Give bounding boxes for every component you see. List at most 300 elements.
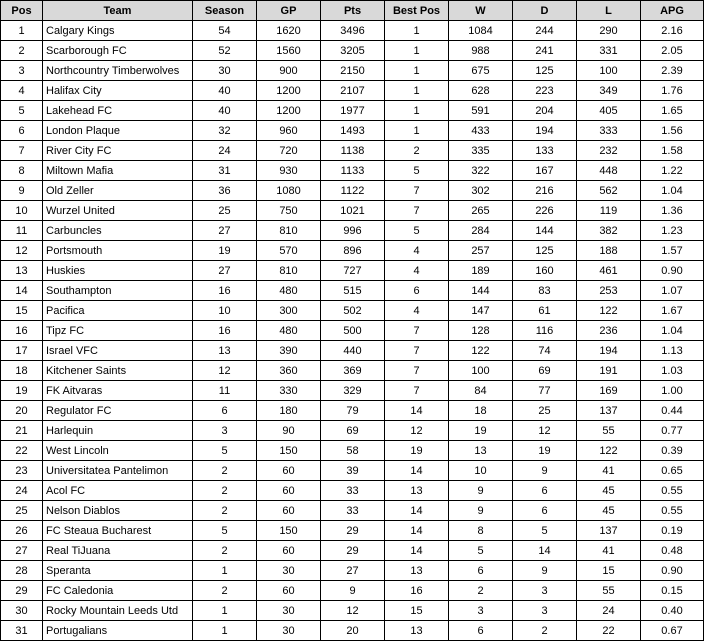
cell-losses: 100 [577, 61, 641, 81]
cell-team: Speranta [43, 561, 193, 581]
cell-pos: 29 [1, 581, 43, 601]
table-row [1, 301, 704, 321]
table-row [1, 241, 704, 261]
cell-losses: 45 [577, 501, 641, 521]
cell-draws: 6 [513, 481, 577, 501]
cell-pts: 1493 [321, 121, 385, 141]
cell-best-pos: 7 [385, 381, 449, 401]
cell-pts: 896 [321, 241, 385, 261]
cell-season: 32 [193, 121, 257, 141]
cell-best-pos: 4 [385, 261, 449, 281]
cell-apg: 0.40 [641, 601, 704, 621]
cell-gp: 30 [257, 561, 321, 581]
cell-pos: 2 [1, 41, 43, 61]
header-gp: GP [257, 1, 321, 21]
cell-draws: 12 [513, 421, 577, 441]
table-row [1, 161, 704, 181]
cell-season: 52 [193, 41, 257, 61]
cell-losses: 290 [577, 21, 641, 41]
table-row [1, 621, 704, 641]
cell-draws: 116 [513, 321, 577, 341]
cell-apg: 1.00 [641, 381, 704, 401]
cell-pos: 21 [1, 421, 43, 441]
table-row [1, 481, 704, 501]
cell-apg: 0.67 [641, 621, 704, 641]
cell-team: Lakehead FC [43, 101, 193, 121]
header-apg: APG [641, 1, 704, 21]
cell-team: Regulator FC [43, 401, 193, 421]
table-row [1, 281, 704, 301]
table-row [1, 381, 704, 401]
cell-team: FK Aitvaras [43, 381, 193, 401]
cell-team: Rocky Mountain Leeds Utd [43, 601, 193, 621]
cell-pts: 502 [321, 301, 385, 321]
cell-team: Nelson Diablos [43, 501, 193, 521]
cell-pos: 19 [1, 381, 43, 401]
cell-apg: 2.05 [641, 41, 704, 61]
cell-losses: 405 [577, 101, 641, 121]
cell-gp: 480 [257, 321, 321, 341]
table-header [1, 1, 704, 21]
cell-pos: 26 [1, 521, 43, 541]
cell-draws: 14 [513, 541, 577, 561]
cell-apg: 0.19 [641, 521, 704, 541]
cell-season: 54 [193, 21, 257, 41]
cell-season: 16 [193, 281, 257, 301]
header-pts: Pts [321, 1, 385, 21]
cell-gp: 60 [257, 501, 321, 521]
cell-pos: 18 [1, 361, 43, 381]
cell-apg: 0.77 [641, 421, 704, 441]
cell-wins: 9 [449, 481, 513, 501]
cell-draws: 3 [513, 601, 577, 621]
cell-season: 12 [193, 361, 257, 381]
cell-team: Harlequin [43, 421, 193, 441]
header-losses: L [577, 1, 641, 21]
table-row [1, 121, 704, 141]
cell-best-pos: 1 [385, 121, 449, 141]
cell-best-pos: 7 [385, 201, 449, 221]
cell-draws: 69 [513, 361, 577, 381]
cell-pos: 7 [1, 141, 43, 161]
cell-team: West Lincoln [43, 441, 193, 461]
cell-season: 19 [193, 241, 257, 261]
cell-apg: 0.44 [641, 401, 704, 421]
cell-best-pos: 1 [385, 81, 449, 101]
cell-gp: 300 [257, 301, 321, 321]
cell-wins: 1084 [449, 21, 513, 41]
cell-apg: 1.58 [641, 141, 704, 161]
cell-apg: 1.22 [641, 161, 704, 181]
cell-gp: 810 [257, 261, 321, 281]
cell-team: Israel VFC [43, 341, 193, 361]
cell-team: Scarborough FC [43, 41, 193, 61]
cell-best-pos: 7 [385, 341, 449, 361]
cell-pos: 25 [1, 501, 43, 521]
cell-gp: 1200 [257, 81, 321, 101]
cell-pts: 39 [321, 461, 385, 481]
cell-pos: 31 [1, 621, 43, 641]
cell-pos: 8 [1, 161, 43, 181]
cell-wins: 9 [449, 501, 513, 521]
cell-gp: 960 [257, 121, 321, 141]
cell-season: 2 [193, 541, 257, 561]
cell-losses: 119 [577, 201, 641, 221]
cell-draws: 19 [513, 441, 577, 461]
cell-losses: 333 [577, 121, 641, 141]
header-wins: W [449, 1, 513, 21]
cell-best-pos: 1 [385, 41, 449, 61]
cell-season: 11 [193, 381, 257, 401]
table-row [1, 81, 704, 101]
cell-apg: 1.03 [641, 361, 704, 381]
cell-season: 5 [193, 521, 257, 541]
cell-pts: 996 [321, 221, 385, 241]
cell-best-pos: 5 [385, 221, 449, 241]
cell-pts: 440 [321, 341, 385, 361]
cell-pos: 24 [1, 481, 43, 501]
cell-wins: 13 [449, 441, 513, 461]
cell-pos: 22 [1, 441, 43, 461]
cell-best-pos: 14 [385, 401, 449, 421]
cell-team: Southampton [43, 281, 193, 301]
cell-wins: 122 [449, 341, 513, 361]
cell-losses: 45 [577, 481, 641, 501]
cell-pos: 15 [1, 301, 43, 321]
cell-wins: 8 [449, 521, 513, 541]
cell-draws: 125 [513, 241, 577, 261]
cell-apg: 0.55 [641, 481, 704, 501]
cell-season: 1 [193, 621, 257, 641]
cell-wins: 988 [449, 41, 513, 61]
cell-draws: 226 [513, 201, 577, 221]
cell-season: 27 [193, 221, 257, 241]
table-row [1, 421, 704, 441]
cell-draws: 9 [513, 461, 577, 481]
cell-gp: 60 [257, 461, 321, 481]
cell-losses: 236 [577, 321, 641, 341]
cell-draws: 244 [513, 21, 577, 41]
cell-wins: 2 [449, 581, 513, 601]
cell-pts: 1138 [321, 141, 385, 161]
cell-team: Acol FC [43, 481, 193, 501]
cell-pts: 2150 [321, 61, 385, 81]
cell-best-pos: 4 [385, 301, 449, 321]
cell-team: Halifax City [43, 81, 193, 101]
cell-gp: 30 [257, 601, 321, 621]
cell-season: 36 [193, 181, 257, 201]
cell-losses: 137 [577, 401, 641, 421]
cell-wins: 322 [449, 161, 513, 181]
cell-losses: 253 [577, 281, 641, 301]
cell-team: Portugalians [43, 621, 193, 641]
cell-team: Kitchener Saints [43, 361, 193, 381]
cell-wins: 591 [449, 101, 513, 121]
cell-draws: 133 [513, 141, 577, 161]
cell-wins: 257 [449, 241, 513, 261]
cell-apg: 2.16 [641, 21, 704, 41]
cell-best-pos: 5 [385, 161, 449, 181]
cell-best-pos: 1 [385, 101, 449, 121]
table-row [1, 521, 704, 541]
cell-season: 25 [193, 201, 257, 221]
cell-gp: 180 [257, 401, 321, 421]
cell-team: Northcountry Timberwolves [43, 61, 193, 81]
table-row [1, 221, 704, 241]
cell-gp: 150 [257, 441, 321, 461]
cell-apg: 1.04 [641, 181, 704, 201]
cell-pts: 2107 [321, 81, 385, 101]
cell-pts: 33 [321, 501, 385, 521]
header-team: Team [43, 1, 193, 21]
cell-season: 10 [193, 301, 257, 321]
cell-wins: 147 [449, 301, 513, 321]
cell-team: Portsmouth [43, 241, 193, 261]
cell-team: Miltown Mafia [43, 161, 193, 181]
cell-gp: 930 [257, 161, 321, 181]
cell-team: Huskies [43, 261, 193, 281]
cell-best-pos: 4 [385, 241, 449, 261]
cell-wins: 433 [449, 121, 513, 141]
cell-wins: 189 [449, 261, 513, 281]
cell-apg: 1.65 [641, 101, 704, 121]
cell-team: Real TiJuana [43, 541, 193, 561]
cell-best-pos: 2 [385, 141, 449, 161]
cell-pts: 515 [321, 281, 385, 301]
cell-best-pos: 1 [385, 61, 449, 81]
cell-wins: 10 [449, 461, 513, 481]
cell-best-pos: 14 [385, 541, 449, 561]
cell-wins: 6 [449, 561, 513, 581]
table-row [1, 461, 704, 481]
cell-draws: 9 [513, 561, 577, 581]
header-best-pos: Best Pos [385, 1, 449, 21]
cell-pos: 10 [1, 201, 43, 221]
cell-pos: 23 [1, 461, 43, 481]
cell-pts: 727 [321, 261, 385, 281]
cell-apg: 1.13 [641, 341, 704, 361]
table-row [1, 141, 704, 161]
cell-gp: 720 [257, 141, 321, 161]
cell-losses: 41 [577, 541, 641, 561]
cell-losses: 22 [577, 621, 641, 641]
table-row [1, 441, 704, 461]
cell-draws: 5 [513, 521, 577, 541]
table-row [1, 101, 704, 121]
cell-pos: 28 [1, 561, 43, 581]
cell-pts: 1122 [321, 181, 385, 201]
cell-season: 1 [193, 561, 257, 581]
cell-gp: 360 [257, 361, 321, 381]
cell-draws: 160 [513, 261, 577, 281]
cell-season: 2 [193, 581, 257, 601]
cell-draws: 204 [513, 101, 577, 121]
cell-losses: 331 [577, 41, 641, 61]
cell-losses: 122 [577, 301, 641, 321]
cell-losses: 137 [577, 521, 641, 541]
table-row [1, 201, 704, 221]
cell-pos: 30 [1, 601, 43, 621]
cell-gp: 810 [257, 221, 321, 241]
table-body [1, 21, 704, 641]
cell-pts: 1977 [321, 101, 385, 121]
header-draws: D [513, 1, 577, 21]
table-row [1, 21, 704, 41]
cell-apg: 2.39 [641, 61, 704, 81]
cell-apg: 0.55 [641, 501, 704, 521]
cell-apg: 0.48 [641, 541, 704, 561]
cell-gp: 480 [257, 281, 321, 301]
cell-pts: 1021 [321, 201, 385, 221]
cell-pts: 12 [321, 601, 385, 621]
cell-losses: 191 [577, 361, 641, 381]
cell-pts: 27 [321, 561, 385, 581]
cell-season: 40 [193, 81, 257, 101]
cell-gp: 1200 [257, 101, 321, 121]
cell-draws: 125 [513, 61, 577, 81]
cell-losses: 24 [577, 601, 641, 621]
cell-gp: 30 [257, 621, 321, 641]
cell-losses: 562 [577, 181, 641, 201]
cell-team: FC Steaua Bucharest [43, 521, 193, 541]
table-row [1, 261, 704, 281]
cell-apg: 0.15 [641, 581, 704, 601]
cell-season: 31 [193, 161, 257, 181]
cell-draws: 194 [513, 121, 577, 141]
cell-best-pos: 13 [385, 621, 449, 641]
cell-pos: 13 [1, 261, 43, 281]
cell-team: Calgary Kings [43, 21, 193, 41]
cell-losses: 194 [577, 341, 641, 361]
cell-apg: 1.67 [641, 301, 704, 321]
cell-pts: 58 [321, 441, 385, 461]
cell-losses: 55 [577, 421, 641, 441]
cell-pos: 11 [1, 221, 43, 241]
cell-best-pos: 19 [385, 441, 449, 461]
cell-gp: 570 [257, 241, 321, 261]
cell-season: 5 [193, 441, 257, 461]
header-row [1, 1, 704, 21]
cell-losses: 382 [577, 221, 641, 241]
cell-wins: 628 [449, 81, 513, 101]
cell-wins: 265 [449, 201, 513, 221]
cell-pts: 3205 [321, 41, 385, 61]
cell-pts: 69 [321, 421, 385, 441]
cell-best-pos: 12 [385, 421, 449, 441]
cell-pts: 9 [321, 581, 385, 601]
cell-draws: 77 [513, 381, 577, 401]
cell-apg: 1.76 [641, 81, 704, 101]
table-row [1, 561, 704, 581]
cell-pts: 329 [321, 381, 385, 401]
cell-pts: 20 [321, 621, 385, 641]
header-pos: Pos [1, 1, 43, 21]
cell-losses: 461 [577, 261, 641, 281]
cell-gp: 1560 [257, 41, 321, 61]
cell-draws: 74 [513, 341, 577, 361]
cell-gp: 90 [257, 421, 321, 441]
cell-pts: 29 [321, 541, 385, 561]
cell-losses: 15 [577, 561, 641, 581]
cell-best-pos: 1 [385, 21, 449, 41]
cell-wins: 335 [449, 141, 513, 161]
cell-draws: 61 [513, 301, 577, 321]
cell-wins: 6 [449, 621, 513, 641]
cell-wins: 19 [449, 421, 513, 441]
cell-season: 1 [193, 601, 257, 621]
cell-apg: 0.65 [641, 461, 704, 481]
cell-wins: 675 [449, 61, 513, 81]
cell-season: 13 [193, 341, 257, 361]
cell-pos: 27 [1, 541, 43, 561]
cell-pos: 6 [1, 121, 43, 141]
cell-season: 16 [193, 321, 257, 341]
cell-season: 2 [193, 461, 257, 481]
cell-pos: 9 [1, 181, 43, 201]
cell-best-pos: 14 [385, 461, 449, 481]
cell-team: River City FC [43, 141, 193, 161]
cell-draws: 223 [513, 81, 577, 101]
table-row [1, 361, 704, 381]
cell-team: Tipz FC [43, 321, 193, 341]
cell-team: Carbuncles [43, 221, 193, 241]
cell-season: 3 [193, 421, 257, 441]
cell-draws: 2 [513, 621, 577, 641]
cell-pos: 17 [1, 341, 43, 361]
cell-draws: 167 [513, 161, 577, 181]
cell-losses: 448 [577, 161, 641, 181]
cell-apg: 1.07 [641, 281, 704, 301]
cell-losses: 169 [577, 381, 641, 401]
cell-losses: 349 [577, 81, 641, 101]
cell-apg: 0.39 [641, 441, 704, 461]
cell-gp: 900 [257, 61, 321, 81]
table-row [1, 41, 704, 61]
cell-season: 2 [193, 501, 257, 521]
cell-apg: 0.90 [641, 261, 704, 281]
cell-wins: 100 [449, 361, 513, 381]
cell-gp: 60 [257, 581, 321, 601]
cell-wins: 18 [449, 401, 513, 421]
cell-wins: 84 [449, 381, 513, 401]
cell-apg: 1.57 [641, 241, 704, 261]
cell-gp: 60 [257, 481, 321, 501]
table-row [1, 321, 704, 341]
cell-losses: 55 [577, 581, 641, 601]
cell-wins: 284 [449, 221, 513, 241]
cell-pts: 79 [321, 401, 385, 421]
cell-season: 2 [193, 481, 257, 501]
cell-draws: 3 [513, 581, 577, 601]
cell-team: Pacifica [43, 301, 193, 321]
table-row [1, 501, 704, 521]
cell-apg: 1.23 [641, 221, 704, 241]
cell-pts: 369 [321, 361, 385, 381]
cell-best-pos: 13 [385, 561, 449, 581]
cell-wins: 5 [449, 541, 513, 561]
cell-best-pos: 15 [385, 601, 449, 621]
cell-gp: 60 [257, 541, 321, 561]
cell-team: FC Caledonia [43, 581, 193, 601]
cell-apg: 1.36 [641, 201, 704, 221]
cell-best-pos: 13 [385, 481, 449, 501]
table-row [1, 341, 704, 361]
cell-pts: 3496 [321, 21, 385, 41]
cell-losses: 122 [577, 441, 641, 461]
cell-apg: 1.56 [641, 121, 704, 141]
cell-pos: 4 [1, 81, 43, 101]
cell-best-pos: 7 [385, 321, 449, 341]
